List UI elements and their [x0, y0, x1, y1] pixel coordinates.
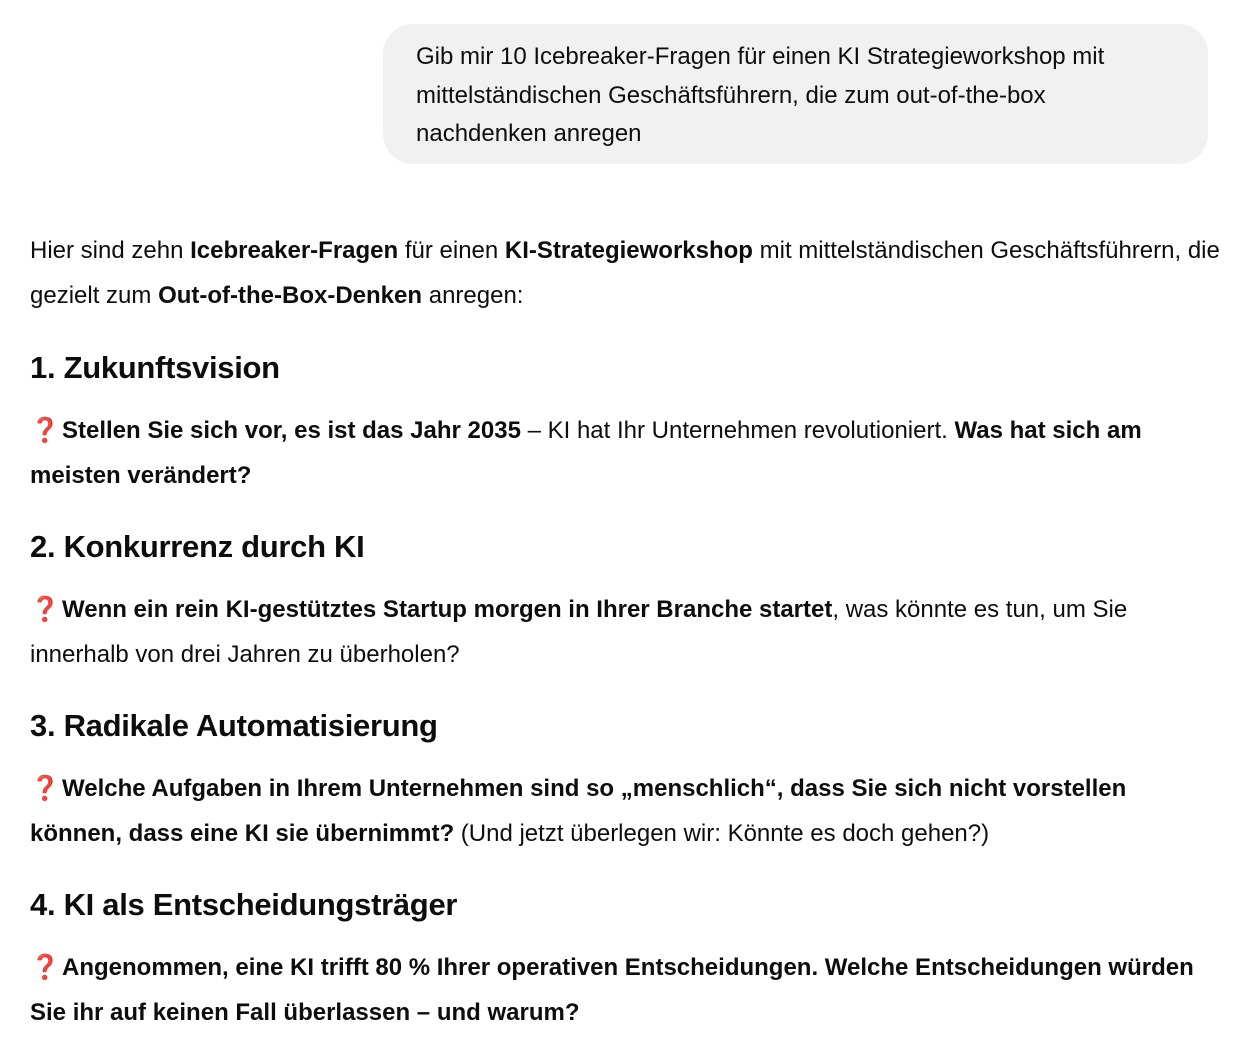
question-entscheidungstraeger	[30, 945, 1220, 1035]
question-bold: Angenommen, eine KI trifft 80 % Ihrer operativen Entscheidungen. Welche Entscheidungen würden Sie ihr auf keinen Fall überlassen – und warum?	[30, 954, 1194, 1026]
question-konkurrenz	[30, 587, 1220, 677]
question-text: – KI hat Ihr Unternehmen revolutioniert.	[520, 417, 955, 444]
question-mark-icon: ❓	[30, 954, 60, 981]
question-mark-icon: ❓	[30, 775, 60, 802]
intro-bold: KI-Strategieworkshop	[504, 237, 753, 264]
intro-paragraph	[30, 228, 1220, 318]
question-text: , was könnte es tun, um Sie innerhalb von drei Jahren zu überholen?	[30, 596, 1128, 668]
user-message-bubble	[383, 24, 1208, 164]
question-zukunftsvision	[30, 408, 1220, 498]
user-message-text: Gib mir 10 Icebreaker-Fragen für einen KI Strategieworkshop mit mittelständischen Geschäftsführern, die zum out-of-the-box nachdenken anregen	[416, 43, 1105, 147]
intro-bold: Out-of-the-Box-Denken	[158, 282, 423, 309]
section-heading-zukunftsvision: 1. Zukunftsvision	[30, 350, 280, 385]
question-bold: Wenn ein rein KI-gestütztes Startup morgen in Ihrer Branche startet	[62, 596, 833, 623]
question-bold: Was hat sich am meisten verändert?	[30, 417, 1142, 489]
intro-text: Hier sind zehn	[30, 237, 191, 264]
intro-text: für einen	[398, 237, 505, 264]
section-heading-konkurrenz: 2. Konkurrenz durch KI	[30, 529, 365, 564]
section-heading-automatisierung: 3. Radikale Automatisierung	[30, 708, 438, 743]
question-bold: Welche Aufgaben in Ihrem Unternehmen sind so „menschlich“, dass Sie sich nicht vorstellen können, dass eine KI sie übernimmt?	[30, 775, 1127, 847]
question-bold: Stellen Sie sich vor, es ist das Jahr 2035	[62, 417, 521, 444]
question-text: (Und jetzt überlegen wir: Könnte es doch gehen?)	[454, 820, 990, 847]
intro-bold: Icebreaker-Fragen	[190, 237, 399, 264]
question-mark-icon: ❓	[30, 596, 60, 623]
intro-text: anregen:	[422, 282, 524, 309]
section-heading-entscheidungstraeger: 4. KI als Entscheidungsträger	[30, 887, 458, 922]
question-mark-icon: ❓	[30, 417, 60, 444]
question-automatisierung	[30, 766, 1220, 856]
intro-text: mit mittelständischen Geschäftsführern, die gezielt zum	[30, 237, 1220, 309]
